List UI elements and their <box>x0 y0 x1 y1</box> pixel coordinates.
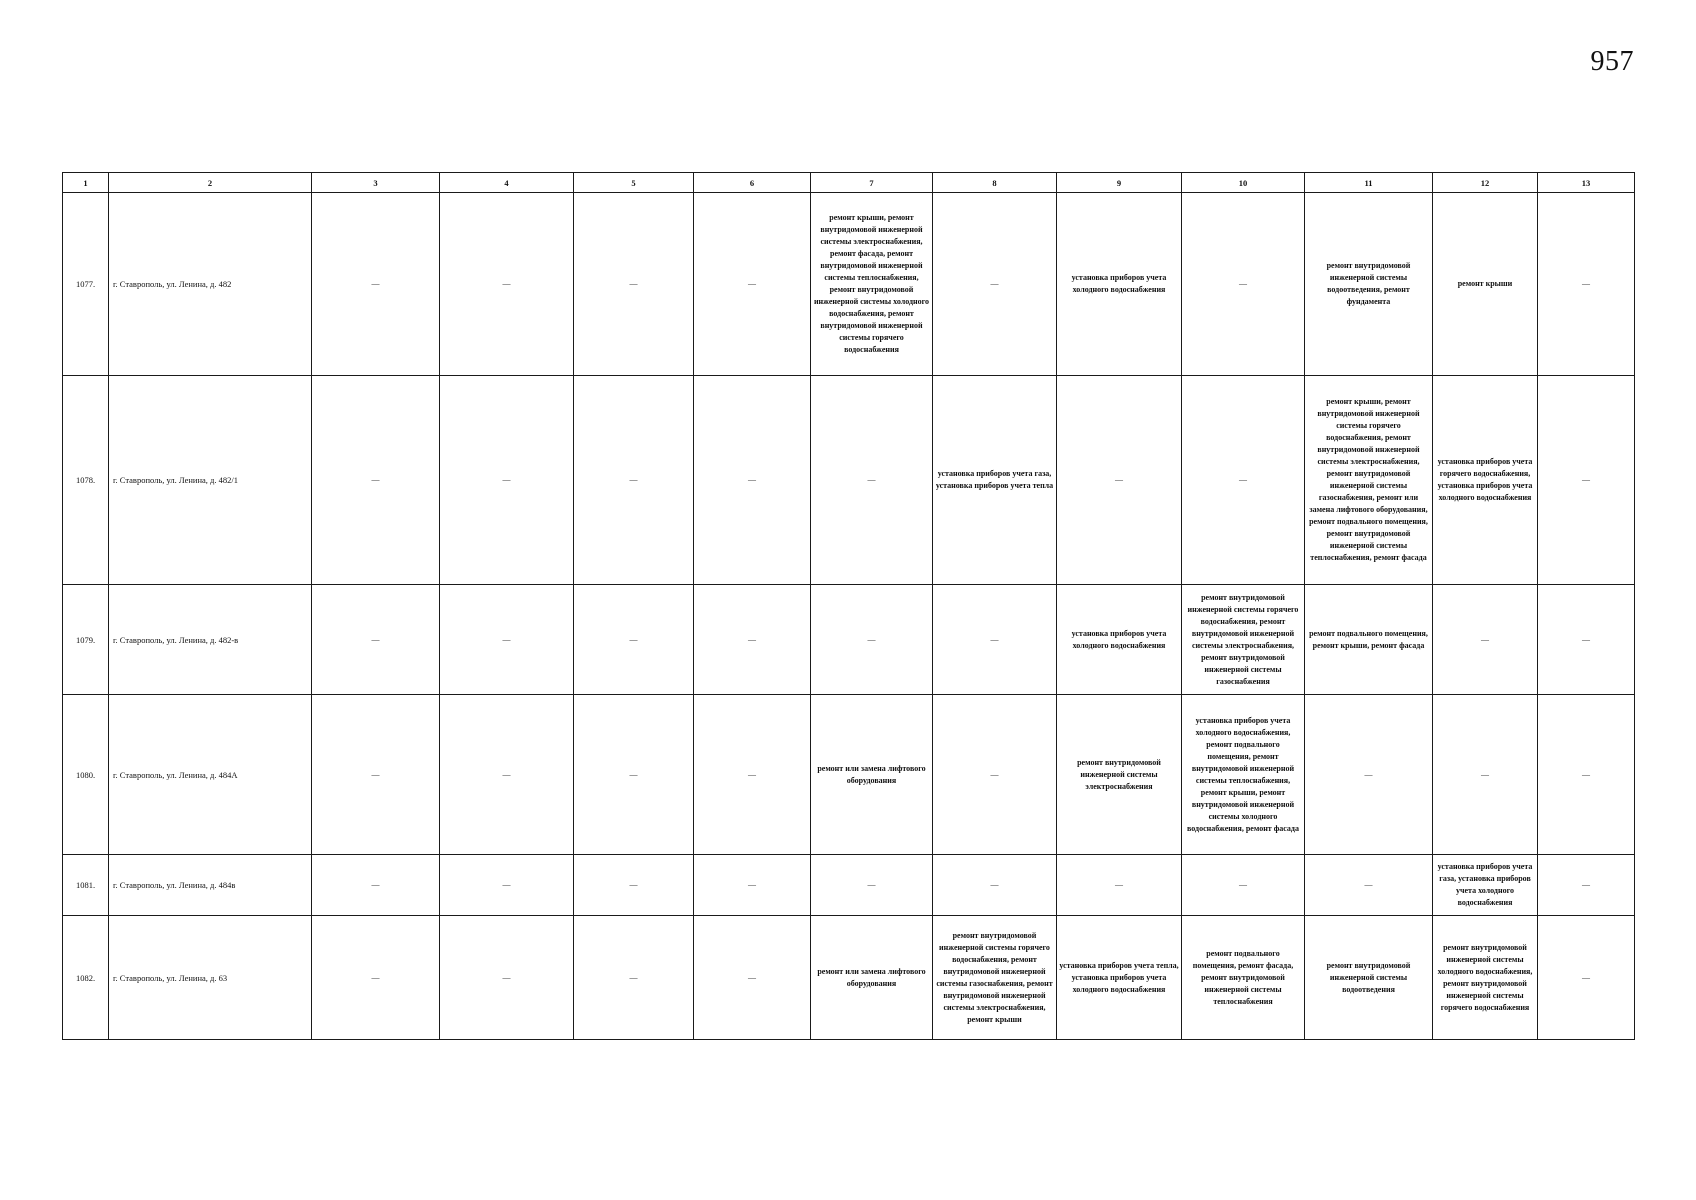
cell-col5: — <box>574 585 694 695</box>
table-row <box>63 695 1635 855</box>
table-row <box>63 585 1635 695</box>
cell-col3: — <box>312 193 440 376</box>
cell-col4: — <box>440 376 574 585</box>
column-header-4: 4 <box>440 173 574 193</box>
cell-col11: — <box>1305 855 1433 916</box>
cell-col8: — <box>933 695 1057 855</box>
cell-col9: установка приборов учета тепла, установка приборов учета холодного водоснабжения <box>1057 916 1182 1040</box>
cell-col9: — <box>1057 376 1182 585</box>
row-number: 1080. <box>63 695 109 855</box>
cell-col9: установка приборов учета холодного водоснабжения <box>1057 585 1182 695</box>
cell-col8: ремонт внутридомовой инженерной системы горячего водоснабжения, ремонт внутридомовой инженерной системы газоснабжения, ремонт внутридомовой инженерной системы электроснабжения, ремонт крыши <box>933 916 1057 1040</box>
cell-col3: — <box>312 695 440 855</box>
table-row <box>63 916 1635 1040</box>
page-number: 957 <box>1590 46 1634 77</box>
cell-col3: — <box>312 855 440 916</box>
cell-col10: — <box>1182 855 1305 916</box>
row-number: 1078. <box>63 376 109 585</box>
cell-col13: — <box>1538 376 1635 585</box>
header-row <box>63 173 1635 193</box>
row-number: 1082. <box>63 916 109 1040</box>
cell-col7: ремонт или замена лифтового оборудования <box>811 916 933 1040</box>
column-header-13: 13 <box>1538 173 1635 193</box>
column-header-8: 8 <box>933 173 1057 193</box>
address-cell: г. Ставрополь, ул. Ленина, д. 482/1 <box>109 376 312 585</box>
column-header-12: 12 <box>1433 173 1538 193</box>
cell-col11: ремонт внутридомовой инженерной системы водоотведения <box>1305 916 1433 1040</box>
row-number: 1081. <box>63 855 109 916</box>
column-header-5: 5 <box>574 173 694 193</box>
cell-col11: ремонт внутридомовой инженерной системы водоотведения, ремонт фундамента <box>1305 193 1433 376</box>
cell-col12: ремонт внутридомовой инженерной системы холодного водоснабжения, ремонт внутридомовой инженерной системы горячего водоснабжения <box>1433 916 1538 1040</box>
cell-col6: — <box>694 916 811 1040</box>
cell-col11: ремонт подвального помещения, ремонт крыши, ремонт фасада <box>1305 585 1433 695</box>
cell-col7: ремонт крыши, ремонт внутридомовой инженерной системы электроснабжения, ремонт фасада, ремонт внутридомовой инженерной системы теплоснабжения, ремонт внутридомовой инженерной системы холодного водоснабжения, ремонт внутридомовой инженерной системы горячего водоснабжения <box>811 193 933 376</box>
cell-col5: — <box>574 855 694 916</box>
column-header-10: 10 <box>1182 173 1305 193</box>
cell-col13: — <box>1538 695 1635 855</box>
cell-col4: — <box>440 855 574 916</box>
cell-col13: — <box>1538 193 1635 376</box>
cell-col9: — <box>1057 855 1182 916</box>
cell-col6: — <box>694 855 811 916</box>
address-cell: г. Ставрополь, ул. Ленина, д. 482 <box>109 193 312 376</box>
cell-col10: установка приборов учета холодного водоснабжения, ремонт подвального помещения, ремонт внутридомовой инженерной системы теплоснабжения, ремонт крыши, ремонт внутридомовой инженерной системы холодного водоснабжения, ремонт фасада <box>1182 695 1305 855</box>
row-number: 1079. <box>63 585 109 695</box>
cell-col5: — <box>574 376 694 585</box>
cell-col5: — <box>574 695 694 855</box>
row-number: 1077. <box>63 193 109 376</box>
cell-col3: — <box>312 376 440 585</box>
cell-col4: — <box>440 193 574 376</box>
cell-col8: установка приборов учета газа, установка приборов учета тепла <box>933 376 1057 585</box>
table-row <box>63 855 1635 916</box>
cell-col3: — <box>312 585 440 695</box>
cell-col6: — <box>694 376 811 585</box>
column-header-6: 6 <box>694 173 811 193</box>
cell-col10: — <box>1182 193 1305 376</box>
cell-col4: — <box>440 695 574 855</box>
cell-col8: — <box>933 193 1057 376</box>
cell-col5: — <box>574 193 694 376</box>
capital-repair-table <box>62 172 1635 1040</box>
cell-col11: ремонт крыши, ремонт внутридомовой инженерной системы горячего водоснабжения, ремонт внутридомовой инженерной системы электроснабжения, ремонт внутридомовой инженерной системы газоснабжения, ремонт или замена лифтового оборудования, ремонт подвального помещения, ремонт внутридомовой инженерной системы теплоснабжения, ремонт фасада <box>1305 376 1433 585</box>
cell-col9: установка приборов учета холодного водоснабжения <box>1057 193 1182 376</box>
table-row <box>63 193 1635 376</box>
cell-col10: ремонт внутридомовой инженерной системы горячего водоснабжения, ремонт внутридомовой инженерной системы электроснабжения, ремонт внутридомовой инженерной системы газоснабжения <box>1182 585 1305 695</box>
cell-col6: — <box>694 695 811 855</box>
cell-col12: — <box>1433 695 1538 855</box>
column-header-1: 1 <box>63 173 109 193</box>
address-cell: г. Ставрополь, ул. Ленина, д. 482-в <box>109 585 312 695</box>
cell-col6: — <box>694 585 811 695</box>
column-header-11: 11 <box>1305 173 1433 193</box>
column-header-7: 7 <box>811 173 933 193</box>
address-cell: г. Ставрополь, ул. Ленина, д. 63 <box>109 916 312 1040</box>
cell-col10: ремонт подвального помещения, ремонт фасада, ремонт внутридомовой инженерной системы теплоснабжения <box>1182 916 1305 1040</box>
cell-col4: — <box>440 585 574 695</box>
cell-col13: — <box>1538 585 1635 695</box>
cell-col10: — <box>1182 376 1305 585</box>
column-header-9: 9 <box>1057 173 1182 193</box>
cell-col8: — <box>933 855 1057 916</box>
cell-col4: — <box>440 916 574 1040</box>
cell-col5: — <box>574 916 694 1040</box>
cell-col12: установка приборов учета горячего водоснабжения, установка приборов учета холодного водоснабжения <box>1433 376 1538 585</box>
address-cell: г. Ставрополь, ул. Ленина, д. 484А <box>109 695 312 855</box>
cell-col6: — <box>694 193 811 376</box>
cell-col12: установка приборов учета газа, установка приборов учета холодного водоснабжения <box>1433 855 1538 916</box>
cell-col12: ремонт крыши <box>1433 193 1538 376</box>
table-row <box>63 376 1635 585</box>
column-header-3: 3 <box>312 173 440 193</box>
cell-col7: — <box>811 855 933 916</box>
cell-col7: — <box>811 585 933 695</box>
cell-col11: — <box>1305 695 1433 855</box>
column-header-2: 2 <box>109 173 312 193</box>
cell-col8: — <box>933 585 1057 695</box>
cell-col7: — <box>811 376 933 585</box>
cell-col12: — <box>1433 585 1538 695</box>
cell-col3: — <box>312 916 440 1040</box>
cell-col13: — <box>1538 855 1635 916</box>
cell-col7: ремонт или замена лифтового оборудования <box>811 695 933 855</box>
address-cell: г. Ставрополь, ул. Ленина, д. 484в <box>109 855 312 916</box>
cell-col13: — <box>1538 916 1635 1040</box>
cell-col9: ремонт внутридомовой инженерной системы электроснабжения <box>1057 695 1182 855</box>
